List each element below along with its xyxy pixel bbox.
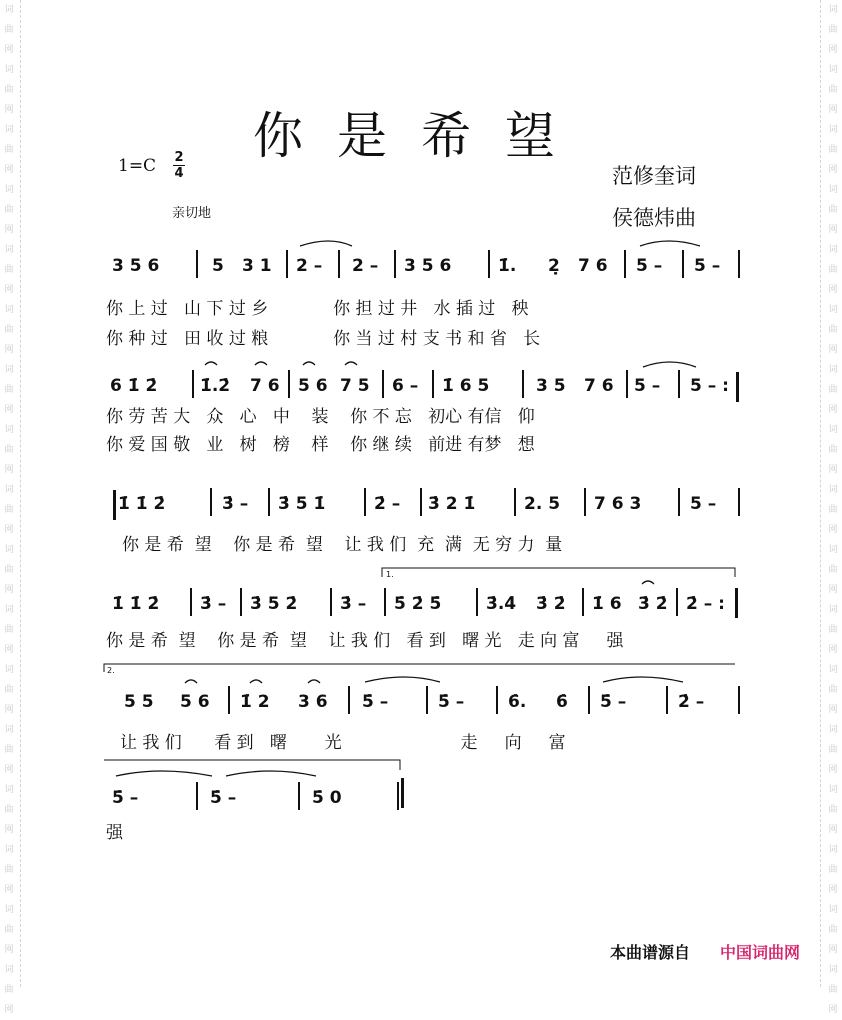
note-group: 3 5 6	[112, 256, 160, 276]
note-group: 6 1̇ 2̇	[110, 376, 158, 396]
notation-line-5	[0, 692, 842, 720]
note-group: 3 6	[298, 692, 328, 712]
note-group: 3̇.4̇	[486, 594, 517, 614]
time-sig-bottom: 4	[174, 166, 184, 181]
lyrics-line-1a	[0, 294, 842, 319]
tie-arc	[640, 241, 700, 246]
tie-arc	[643, 362, 696, 367]
note-group: 3 5 6	[404, 256, 452, 276]
note-group: 1̇ 6	[592, 594, 622, 614]
lyric-text: 你 是 希 望 你 是 希 望 让 我 们 充 满 无 穷 力 量	[122, 535, 563, 555]
tempo-marking: 亲切地	[172, 206, 212, 221]
note-group: 6̇	[556, 692, 568, 712]
note-group: 2 –	[296, 256, 323, 276]
notation-line-2	[0, 376, 842, 404]
footer-source-label: 本曲谱源自	[610, 943, 691, 962]
lyrics-line-3	[0, 530, 842, 555]
note-group: 5 6	[298, 376, 328, 396]
note-group: 2 –	[352, 256, 379, 276]
note-group: 3̇ 2̇	[536, 594, 566, 614]
volta-bracket-2	[104, 664, 735, 672]
volta-bracket-1	[382, 568, 735, 577]
lyricist-credit: 范修奎词	[612, 164, 696, 188]
lyrics-line-2b	[0, 430, 842, 455]
note-group: 3 1	[242, 256, 272, 276]
lyric-text: 强	[106, 823, 123, 843]
slur	[303, 362, 315, 365]
note-group: 5̇ –	[600, 692, 627, 712]
note-group: 2. 5	[524, 494, 561, 514]
notation-line-3	[0, 494, 842, 522]
note-group: 2̇ – :	[686, 594, 725, 614]
volta-2-label: 2.	[107, 666, 115, 675]
slur	[185, 680, 197, 683]
note-group: 3̇ –	[340, 594, 367, 614]
note-group: 3 5	[536, 376, 566, 396]
lyrics-line-6	[0, 818, 842, 843]
lyric-text: 你 种 过 田 收 过 粮 你 当 过 村 支 书 和 省 长	[106, 329, 541, 349]
note-group: 7 6	[584, 376, 614, 396]
lyrics-line-2a	[0, 402, 842, 427]
slur	[308, 680, 320, 683]
note-group: 1̇ 1̇ 2̇	[112, 594, 160, 614]
note-group: 1̇.2̇	[200, 376, 231, 396]
note-group: 7 5	[340, 376, 370, 396]
note-group: 5̇ –	[112, 788, 139, 808]
note-group: 1̇ 1̇ 2̇	[118, 494, 166, 514]
slur	[250, 680, 262, 683]
note-group: 5 6	[180, 692, 210, 712]
note-group: 6 –	[392, 376, 419, 396]
note-group: 1̇ 2	[240, 692, 270, 712]
note-group: 5̇ –	[362, 692, 389, 712]
slur	[642, 581, 654, 584]
notation-line-1	[0, 256, 842, 284]
song-title: 你是希望	[253, 107, 589, 165]
note-group: 5̇ 2̇ 5̇	[394, 594, 442, 614]
note-group: 3̇ –	[200, 594, 227, 614]
note-group: 5̇ –	[210, 788, 237, 808]
note-group: 5 5	[124, 692, 154, 712]
lyric-text: 你 是 希 望 你 是 希 望 让 我 们 看 到 曙 光 走 向 富 强	[106, 631, 624, 651]
note-group: 7 6 3	[594, 494, 642, 514]
lyric-text: 你 上 过 山 下 过 乡 你 担 过 井 水 插 过 秧	[106, 299, 529, 319]
tie-arc	[603, 677, 683, 682]
time-sig-top: 2	[174, 150, 184, 165]
lyrics-line-1b	[0, 324, 842, 349]
note-group: 5 –	[634, 376, 661, 396]
lyric-text: 你 劳 苦 大 众 心 中 装 你 不 忘 初心 有信 仰	[106, 407, 535, 427]
note-group: 5̇ –	[438, 692, 465, 712]
note-group: 3̇ –	[222, 494, 249, 514]
note-group: 2̣	[548, 256, 560, 276]
note-group: 1̇ 6 5	[442, 376, 490, 396]
note-group: 5	[212, 256, 224, 276]
notation-line-6	[0, 788, 842, 816]
note-group: 7 6	[578, 256, 608, 276]
watermark-right: 词曲网词曲网词曲网词曲网词曲网词曲网词曲网词曲网词曲网词曲网词曲网词曲网词曲网词曲网词曲网词曲网词曲网	[828, 5, 838, 1015]
lyric-text: 你 爱 国 敬 业 树 榜 样 你 继 续 前进 有梦 想	[106, 435, 535, 455]
note-group: 5 –	[694, 256, 721, 276]
volta-end	[104, 760, 400, 770]
volta-1-label: 1.	[386, 570, 394, 579]
tie-arc	[116, 771, 212, 776]
slur	[205, 362, 217, 365]
note-group: 2̇ –	[678, 692, 705, 712]
lyric-text: 让 我 们 看 到 曙 光 走 向 富	[120, 733, 566, 753]
watermark-left: 词曲网词曲网词曲网词曲网词曲网词曲网词曲网词曲网词曲网词曲网词曲网词曲网词曲网词曲网词曲网词曲网词曲网	[4, 5, 14, 1015]
note-group: 6̇.	[508, 692, 527, 712]
note-group: 3̇ 5 2̇	[250, 594, 298, 614]
slur	[345, 362, 357, 365]
note-group: 2̇ –	[374, 494, 401, 514]
notation-line-4	[0, 594, 842, 622]
composer-credit: 侯德炜曲	[612, 206, 696, 230]
key-signature: 1=C	[118, 156, 157, 176]
footer-site-link[interactable]: 中国词曲网	[720, 943, 801, 962]
lyrics-line-4	[0, 626, 842, 651]
note-group: 7 6	[250, 376, 280, 396]
note-group: 3̇ 2 1̇	[428, 494, 476, 514]
note-group: 3̇ 2̇	[638, 594, 668, 614]
note-group: 1̇.	[498, 256, 517, 276]
tie-arc	[226, 771, 316, 776]
lyrics-line-5	[0, 728, 842, 753]
note-group: 5 –	[690, 494, 717, 514]
note-group: 5 –	[636, 256, 663, 276]
tie-arc	[365, 677, 440, 682]
note-group: 5̇ 0	[312, 788, 342, 808]
note-group: 3̇ 5 1̇	[278, 494, 326, 514]
slur	[255, 362, 267, 365]
note-group: 5 – :	[690, 376, 729, 396]
tie-arc	[300, 241, 352, 246]
